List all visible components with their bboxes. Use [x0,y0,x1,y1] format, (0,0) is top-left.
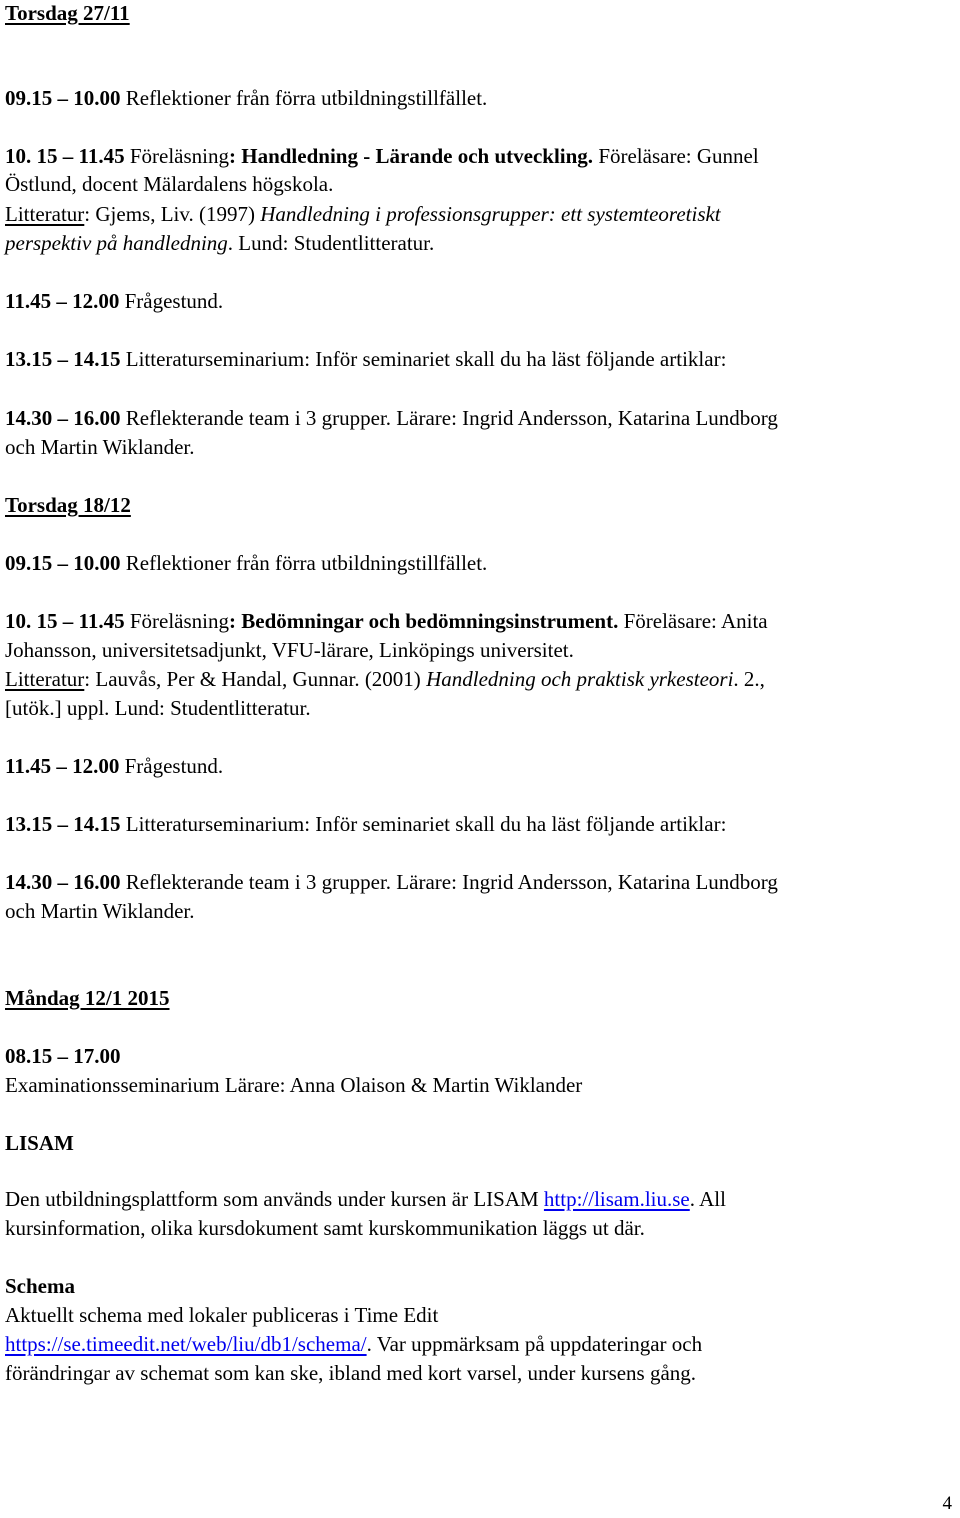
schedule-item [5,869,778,896]
item-label: Litteraturseminarium [120,812,305,836]
item-text-continued: och Martin Wiklander. [5,899,195,923]
schedule-item [5,85,487,112]
time-range: 14.30 – 16.00 [5,870,121,894]
schedule-item [5,550,487,577]
item-text: Föreläsare: Gunnel [593,144,759,168]
lisam-text-continued: kursinformation, olika kursdokument samt kurskommunikation läggs ut där. [5,1216,645,1240]
literature-title: Handledning i professionsgrupper: ett systemteoretiskt [260,202,721,226]
lisam-text: Den utbildningsplattform som används under kursen är LISAM http://lisam.liu.se. All [5,1187,726,1211]
lisam-heading: LISAM [5,1131,74,1155]
item-text: : Inför seminariet skall du ha läst följande artiklar: [304,812,727,836]
time-range: 14.30 – 16.00 [5,406,121,430]
literature-line-continued: perspektiv på handledning. Lund: Studentlitteratur. [5,231,435,255]
time-range: 10. 15 – 11.45 [5,609,125,633]
schedule-item [5,143,759,170]
item-text: Frågestund. [119,754,224,778]
item-text: Reflekterande team i 3 grupper. Lärare: Ingrid Andersson, Katarina Lundborg [120,870,778,894]
time-range: 13.15 – 14.15 [5,812,121,836]
schedule-item [5,405,778,432]
lecture-topic: : Bedömningar och bedömningsinstrument. [229,609,619,633]
schema-heading: Schema [5,1274,75,1298]
schedule-item [5,753,223,780]
literature-title: perspektiv på handledning [5,231,228,255]
item-label: Litteraturseminarium [120,347,305,371]
literature-title: Handledning och praktisk yrkesteori [426,667,734,691]
time-range: 10. 15 – 11.45 [5,144,125,168]
item-text: Reflektioner från förra utbildningstillfället. [120,551,488,575]
time-range: 09.15 – 10.00 [5,86,121,110]
literature-line: Litteratur: Lauvås, Per & Handal, Gunnar. (2001) Handledning och praktisk yrkesteori. 2., [5,667,765,691]
literature-label: Litteratur [5,202,85,226]
literature-line: Litteratur: Gjems, Liv. (1997) Handledning i professionsgrupper: ett systemteoretiskt [5,202,721,226]
timeedit-link[interactable]: https://se.timeedit.net/web/liu/db1/schema/ [5,1332,367,1356]
item-text: Examinationsseminarium Lärare: Anna Olaison & Martin Wiklander [5,1073,583,1097]
section-heading-mandag-12-1: Måndag 12/1 2015 [5,986,170,1010]
schema-text-continued: förändringar av schemat som kan ske, ibland med kort varsel, under kursens gång. [5,1361,697,1385]
section-heading-torsdag-18-12: Torsdag 18/12 [5,493,131,517]
time-range: 09.15 – 10.00 [5,551,121,575]
item-text: Reflekterande team i 3 grupper. Lärare: Ingrid Andersson, Katarina Lundborg [120,406,778,430]
literature-line-continued: [utök.] uppl. Lund: Studentlitteratur. [5,696,311,720]
page-number: 4 [942,1493,952,1514]
item-label: Föreläsning [124,609,229,633]
item-text: Föreläsare: Anita [618,609,768,633]
schedule-item [5,811,726,838]
time-range: 08.15 – 17.00 [5,1044,121,1068]
lecture-topic: : Handledning - Lärande och utveckling. [229,144,594,168]
item-text: Frågestund. [119,289,224,313]
item-text-continued: och Martin Wiklander. [5,435,195,459]
item-text-continued: Östlund, docent Mälardalens högskola. [5,172,334,196]
item-text: : Inför seminariet skall du ha läst följande artiklar: [304,347,727,371]
schema-link-line: https://se.timeedit.net/web/liu/db1/schema/. Var uppmärksam på uppdateringar och [5,1332,703,1356]
item-label: Föreläsning [124,144,229,168]
schedule-item [5,608,768,635]
schema-text: Aktuellt schema med lokaler publiceras i Time Edit [5,1303,439,1327]
section-heading-torsdag-27-11: Torsdag 27/11 [5,1,130,25]
lisam-link[interactable]: http://lisam.liu.se [543,1187,690,1211]
item-text: Reflektioner från förra utbildningstillfället. [120,86,488,110]
time-range: 11.45 – 12.00 [5,289,120,313]
schedule-item [5,346,726,373]
item-text-continued: Johansson, universitetsadjunkt, VFU-lärare, Linköpings universitet. [5,638,574,662]
literature-label: Litteratur [5,667,85,691]
time-range: 11.45 – 12.00 [5,754,120,778]
time-range: 13.15 – 14.15 [5,347,121,371]
schedule-item [5,288,223,315]
